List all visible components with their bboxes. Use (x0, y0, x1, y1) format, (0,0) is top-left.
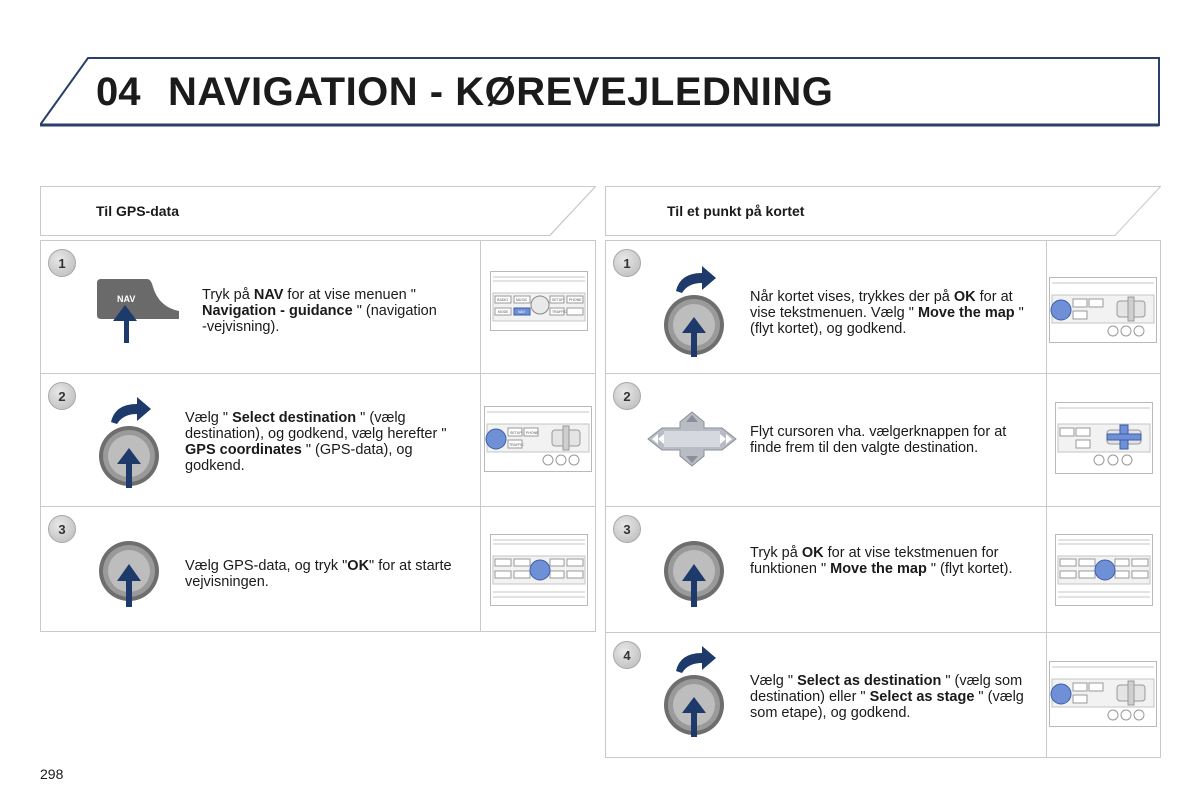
radio-panel-ok-highlight (490, 534, 588, 611)
nav-button-icon (93, 277, 183, 352)
step-number-badge: 2 (613, 382, 641, 410)
step-instruction: Vælg " Select as destination " (vælg som destination) eller " Select as stage " (vælg som etape), og godkend. (750, 673, 1024, 721)
step-instruction: Tryk på NAV for at vise menuen " Navigation - guidance " (navigation -vejvisning). (202, 287, 437, 335)
left-section-header (40, 186, 596, 236)
rotary-knob-turn-icon (95, 392, 167, 497)
right-step-2 (605, 373, 1161, 507)
svg-text:PHONE: PHONE (569, 298, 582, 302)
step-number-badge: 3 (48, 515, 76, 543)
step-number-badge: 4 (613, 641, 641, 669)
step-number-badge: 1 (48, 249, 76, 277)
chapter-number: 04 (96, 70, 141, 114)
left-step-3 (40, 506, 596, 632)
rotary-knob-press-icon (95, 531, 167, 616)
step-instruction: Når kortet vises, trykkes der på OK for at vise tekstmenuen. Vælg " Move the map " (flyt kortet), og godkend. (750, 289, 1024, 337)
step-instruction: Tryk på OK for at vise tekstmenuen for funktionen " Move the map " (flyt kortet). (750, 545, 1013, 577)
left-section-title: Til GPS-data (96, 203, 179, 219)
svg-text:PHONE: PHONE (526, 431, 539, 435)
left-step-2 (40, 373, 596, 507)
right-step-3 (605, 506, 1161, 633)
svg-text:SETUP: SETUP (552, 298, 564, 302)
right-section-header (605, 186, 1161, 236)
step-instruction: Vælg " Select destination " (vælg destination), og godkend, vælg herefter " GPS coordinates " (GPS-data), og godkend. (185, 410, 447, 474)
radio-panel-knob-highlight (484, 406, 592, 477)
svg-text:MUSIC: MUSIC (516, 298, 528, 302)
directional-pad-icon (644, 410, 740, 473)
svg-text:NAV: NAV (518, 310, 525, 314)
radio-panel-knob-highlight (1049, 277, 1157, 348)
rotary-knob-press-icon (660, 531, 732, 616)
svg-text:MODE: MODE (498, 310, 509, 314)
chapter-title: NAVIGATION - KØREVEJLEDNING (168, 70, 834, 114)
rotary-knob-turn-icon (660, 641, 732, 746)
svg-text:RADIO: RADIO (497, 298, 509, 302)
step-number-badge: 2 (48, 382, 76, 410)
svg-text:SETUP: SETUP (510, 431, 522, 435)
radio-panel-ok-highlight (1055, 534, 1153, 611)
step-number-badge: 3 (613, 515, 641, 543)
step-instruction: Flyt cursoren vha. vælgerknappen for at finde frem til den valgte destination. (750, 424, 1007, 456)
radio-panel-nav-highlight (490, 271, 588, 336)
step-number-badge: 1 (613, 249, 641, 277)
right-step-1 (605, 240, 1161, 374)
nav-key-label: NAV (117, 294, 136, 304)
step-instruction: Vælg GPS-data, og tryk "OK" for at starte vejvisningen. (185, 558, 452, 590)
svg-text:TRAFFIC: TRAFFIC (509, 443, 524, 447)
rotary-knob-turn-icon (660, 261, 732, 366)
left-step-1 (40, 240, 596, 374)
page-number: 298 (40, 766, 64, 782)
radio-panel-knob-highlight (1049, 661, 1157, 732)
right-section-title: Til et punkt på kortet (667, 203, 805, 219)
right-step-4 (605, 632, 1161, 758)
svg-text:TRAFFIC: TRAFFIC (552, 310, 567, 314)
radio-panel-dpad-highlight (1055, 402, 1153, 479)
